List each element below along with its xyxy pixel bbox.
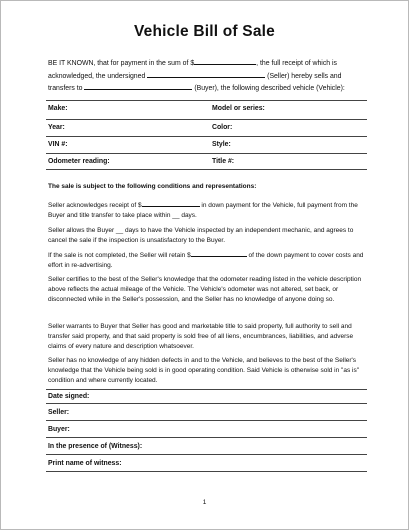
field-divider — [46, 153, 367, 154]
intro-text-4: (Buyer), the following described vehicle (Vehicle): — [194, 85, 345, 93]
condition-down-payment — [48, 199, 366, 221]
model-label: Model or series: — [212, 105, 265, 112]
field-divider — [46, 100, 367, 101]
seller-name-blank — [147, 70, 265, 78]
condition-text: of the down payment to cover costs and effort in re-advertising. — [48, 252, 364, 270]
date-signed-label: Date signed: — [48, 393, 90, 400]
signature-divider — [46, 389, 367, 390]
conditions-heading: The sale is subject to the following conditions and representations: — [48, 183, 257, 190]
retain-amount-blank — [191, 249, 247, 257]
condition-retain — [48, 249, 366, 271]
year-label: Year: — [48, 124, 65, 131]
condition-text: Seller acknowledges receipt of $ — [48, 202, 142, 209]
document-title: Vehicle Bill of Sale — [134, 23, 275, 40]
vin-label: VIN #: — [48, 141, 68, 148]
title-number-label: Title #: — [212, 158, 235, 165]
signature-divider — [46, 454, 367, 455]
signature-divider — [46, 403, 367, 404]
condition-as-is: Seller has no knowledge of any hidden defects in and to the Vehicle, and believes to the best of the Seller's knowledge that the Vehicle being sold is in good operating condition. Said Vehicle is otherwise sold in "as is" condition and where currently located. — [48, 357, 360, 385]
make-label: Make: — [48, 105, 68, 112]
buyer-name-blank — [84, 82, 192, 90]
odometer-label: Odometer reading: — [48, 158, 110, 165]
field-divider — [46, 119, 367, 120]
intro-paragraph — [48, 57, 366, 95]
down-payment-blank — [142, 199, 200, 207]
witness-name-label: Print name of witness: — [48, 460, 122, 467]
intro-text-3: (Seller) hereby sells and transfers to — [48, 72, 342, 93]
field-divider — [46, 136, 367, 137]
page-number: 1 — [202, 499, 207, 506]
condition-inspection: Seller allows the Buyer __ days to have the Vehicle inspected by an independent mechanic, and agrees to cancel the sale if the inspection is unsatisfactory to the Buyer. — [48, 227, 354, 245]
seller-signature-label: Seller: — [48, 409, 70, 416]
witness-signature-label: In the presence of (Witness): — [48, 443, 143, 450]
signature-divider — [46, 471, 367, 472]
buyer-signature-label: Buyer: — [48, 426, 70, 433]
signature-divider — [46, 420, 367, 421]
color-label: Color: — [212, 124, 233, 131]
condition-odometer: Seller certifies to the best of the Seller's knowledge that the odometer reading listed in the vehicle description above reflects the actual mileage of the Vehicle. The Vehicle's odometer was not altered, set back, or disconnected while in the Seller's possession, and the Seller has no knowledge of anyone doing so. — [48, 276, 362, 304]
condition-text: in down payment for the Vehicle, full payment from the Buyer and title transfer to take place within __ days. — [48, 202, 358, 220]
style-label: Style: — [212, 141, 231, 148]
payment-amount-blank — [194, 57, 256, 65]
condition-title-warranty: Seller warrants to Buyer that Seller has good and marketable title to said property, full authority to sell and transfer said property, and that said property is sold free of all liens, encumbrances, liabilities, and adverse claims of every nature and description whatsoever. — [48, 323, 354, 351]
intro-text-2: , the full receipt of which is acknowledged, the undersigned — [48, 60, 337, 80]
field-divider — [46, 169, 367, 170]
intro-text-1: BE IT KNOWN, that for payment in the sum of $ — [48, 60, 195, 67]
condition-text: If the sale is not completed, the Seller will retain $ — [48, 252, 191, 259]
signature-divider — [46, 437, 367, 438]
